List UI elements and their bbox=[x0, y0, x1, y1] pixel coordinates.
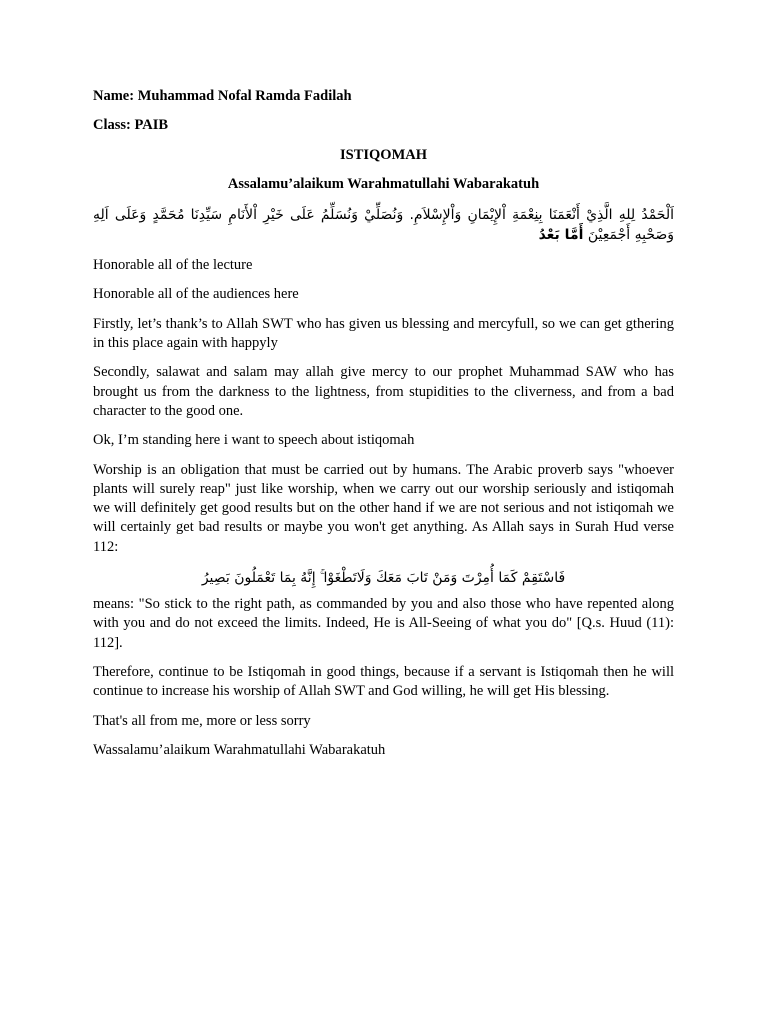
document-title: ISTIQOMAH bbox=[339, 146, 427, 163]
paragraph-worship: Worship is an obligation that must be carried out by humans. The Arabic proverb says "whoever plants will surely reap" just like worship, when we carry out our worship seriously and istiqomah we will definitely get good results but on the other hand if we are not serious and not istiqomah we will certainly get bad results or maybe you won't get anything. As Allah says in Surah Hud verse 112: bbox=[93, 461, 674, 555]
paragraph-topic: Ok, I’m standing here i want to speech about istiqomah bbox=[93, 432, 415, 449]
paragraph-honorable-lecture: Honorable all of the lecture bbox=[93, 257, 253, 274]
student-class: Class: PAIB bbox=[93, 117, 169, 134]
paragraph-firstly: Firstly, let’s thank’s to Allah SWT who has given us blessing and mercyfull, so we can get gthering in this place again with happyly bbox=[93, 315, 674, 352]
paragraph-closing-apology: That's all from me, more or less sorry bbox=[93, 712, 311, 729]
opening-greeting: Assalamu’alaikum Warahmatullahi Wabarakatuh bbox=[227, 175, 540, 192]
opening-arabic-amma: أَمَّا بَعْدُ bbox=[538, 227, 584, 244]
paragraph-secondly: Secondly, salawat and salam may allah give mercy to our prophet Muhammad SAW who has brought us from the darkness to the lightness, from stupidities to the cliverness, and from a bad character to the good one. bbox=[93, 364, 674, 419]
paragraph-honorable-audiences: Honorable all of the audiences here bbox=[93, 286, 299, 303]
opening-arabic-text: اَلْحَمْدُ لِلهِ الَّذِيْ أَنْعَمَنَا بِنِعْمَةِ اْلإِيْمَانِ وَاْلإِسْلاَمِ. وَنُصَلِّيْ وَنُسَلِّمُ عَلَى خَيْرِ اْلأَنَامِ سَيِّدِنَا مُحَمَّدٍ وَعَلَى اَلِهِ وَصَحْبِهِ أَجْمَعِيْنَ bbox=[93, 207, 674, 244]
closing-greeting: Wassalamu’alaikum Warahmatullahi Wabarakatuh bbox=[93, 741, 386, 758]
paragraph-verse-meaning: means: "So stick to the right path, as commanded by you and also those who have repented along with you and do not exceed the limits. Indeed, He is All-Seeing of what you do" [Q.s. Huud (11): 112]. bbox=[93, 596, 674, 651]
paragraph-therefore: Therefore, continue to be Istiqomah in good things, because if a servant is Istiqomah then he will continue to increase his worship of Allah SWT and God willing, he will get His blessing. bbox=[93, 663, 674, 700]
quran-verse-arabic: فَاسْتَقِمْ كَمَا أُمِرْتَ وَمَنْ تَابَ مَعَكَ وَلَاتَطْغَوْا ۚ إِنَّهُ بِمَا تَعْمَلُونَ بَصِيرُ bbox=[201, 570, 566, 587]
document-page bbox=[93, 87, 674, 770]
opening-arabic-prayer bbox=[93, 205, 674, 245]
student-name: Name: Muhammad Nofal Ramda Fadilah bbox=[93, 88, 352, 104]
